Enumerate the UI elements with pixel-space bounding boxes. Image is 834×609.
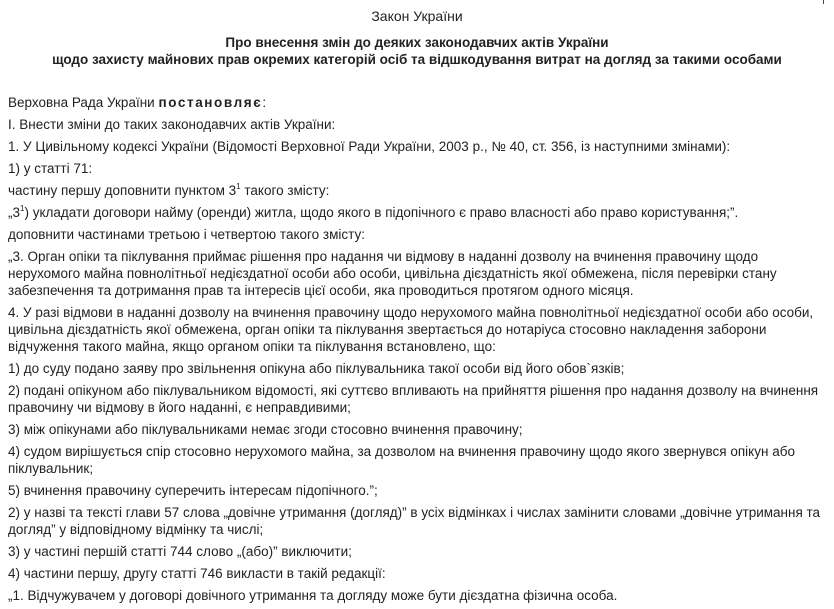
quote-point-3-1-prefix: „3 xyxy=(8,205,21,220)
item-3-article-744: 3) у частині першій статті 744 слово „(або)” виключити; xyxy=(8,544,352,559)
supplement-part-1-prefix: частину першу доповнити пунктом 3 xyxy=(8,183,237,198)
supplement-part-1 xyxy=(8,182,830,199)
condition-1: 1) до суду подано заяву про звільнення опікуна або піклувальника такої особи від його обов`язків; xyxy=(8,361,625,376)
quote-point-3-1-text: ) укладати договори найму (оренди) житла, щодо якого в підопічного є право власності або право користування;”. xyxy=(24,205,739,220)
condition-5: 5) вчинення правочину суперечить інтересам підопічного.”; xyxy=(8,483,378,498)
item-1-civil-code: 1. У Цивільному кодексі України (Відомості Верховної Ради України, 2003 р., № 40, ст. 356, із наступними змінами): xyxy=(8,139,731,154)
law-title-line-2: щодо захисту майнових прав окремих категорій осіб та відшкодування витрат на догляд за такими особами xyxy=(52,52,782,67)
quote-article-746-part-1: „1. Відчужувачем у договорі довічного утримання та догляду може бути дієздатна фізична особа. xyxy=(8,588,618,603)
intro-prefix: Верховна Рада України xyxy=(8,95,159,110)
law-type-heading: Закон України xyxy=(371,8,463,24)
supplement-part-1-suffix: такого змісту: xyxy=(240,183,330,198)
paragraph-4: 4. У разі відмови в наданні дозволу на вчинення правочину щодо нерухомого майна повнолітньої недієздатної особи або особи, цивільна дієздатність якої обмежена, орган опіки та піклування звертається до нотаріуса стосовно накладення заборони відчуження такого майна, якщо органом опіки та піклування встановлено, що: xyxy=(8,305,814,354)
page-edge-mark xyxy=(823,0,824,4)
intro-paragraph xyxy=(8,94,830,111)
law-title-line-1: Про внесення змін до деяких законодавчих актів України xyxy=(225,35,609,50)
condition-3: 3) між опікунами або піклувальниками немає згоди стосовно вчинення правочину; xyxy=(8,422,523,437)
item-1-article-71: 1) у статті 71: xyxy=(8,161,93,176)
quote-point-3-1 xyxy=(8,204,830,221)
supplement-parts-3-4: доповнити частинами третьою і четвертою такого змісту: xyxy=(8,227,365,242)
supplement-part-1-sup: 1 xyxy=(236,181,241,191)
intro-suffix: : xyxy=(262,95,267,110)
section-1: I. Внести зміни до таких законодавчих актів України: xyxy=(8,117,336,132)
item-2-chapter-57: 2) у назві та тексті глави 57 слова „довічне утримання (догляд)” в усіх відмінках і числах замінити словами „довічне утримання та догляд” у відповідному відмінку та числі; xyxy=(8,505,821,537)
document-body xyxy=(8,94,830,609)
quote-point-3-1-sup: 1 xyxy=(20,203,25,213)
item-4-article-746: 4) частини першу, другу статті 746 викласти в такій редакції: xyxy=(8,566,386,581)
intro-resolves: постановляє xyxy=(158,95,263,110)
condition-2: 2) подані опікуном або піклувальником відомості, які суттєво впливають на прийняття рішення про надання дозволу на вчинення правочину чи відмову в його наданні, є неправдивими; xyxy=(8,383,819,415)
paragraph-3: „3. Орган опіки та піклування приймає рішення про надання чи відмову в наданні дозволу на вчинення правочину щодо нерухомого майна повнолітньої недієздатної особи або особи, цивільна дієздатність якої обмежена, після перевірки стану забезпечення та дотримання прав та інтересів цієї особи, яка проводиться протягом одного місяця. xyxy=(8,249,777,298)
condition-4: 4) судом вирішується спір стосовно нерухомого майна, за дозволом на вчинення правочину щодо якого звернувся опікун або піклувальник; xyxy=(8,444,795,476)
